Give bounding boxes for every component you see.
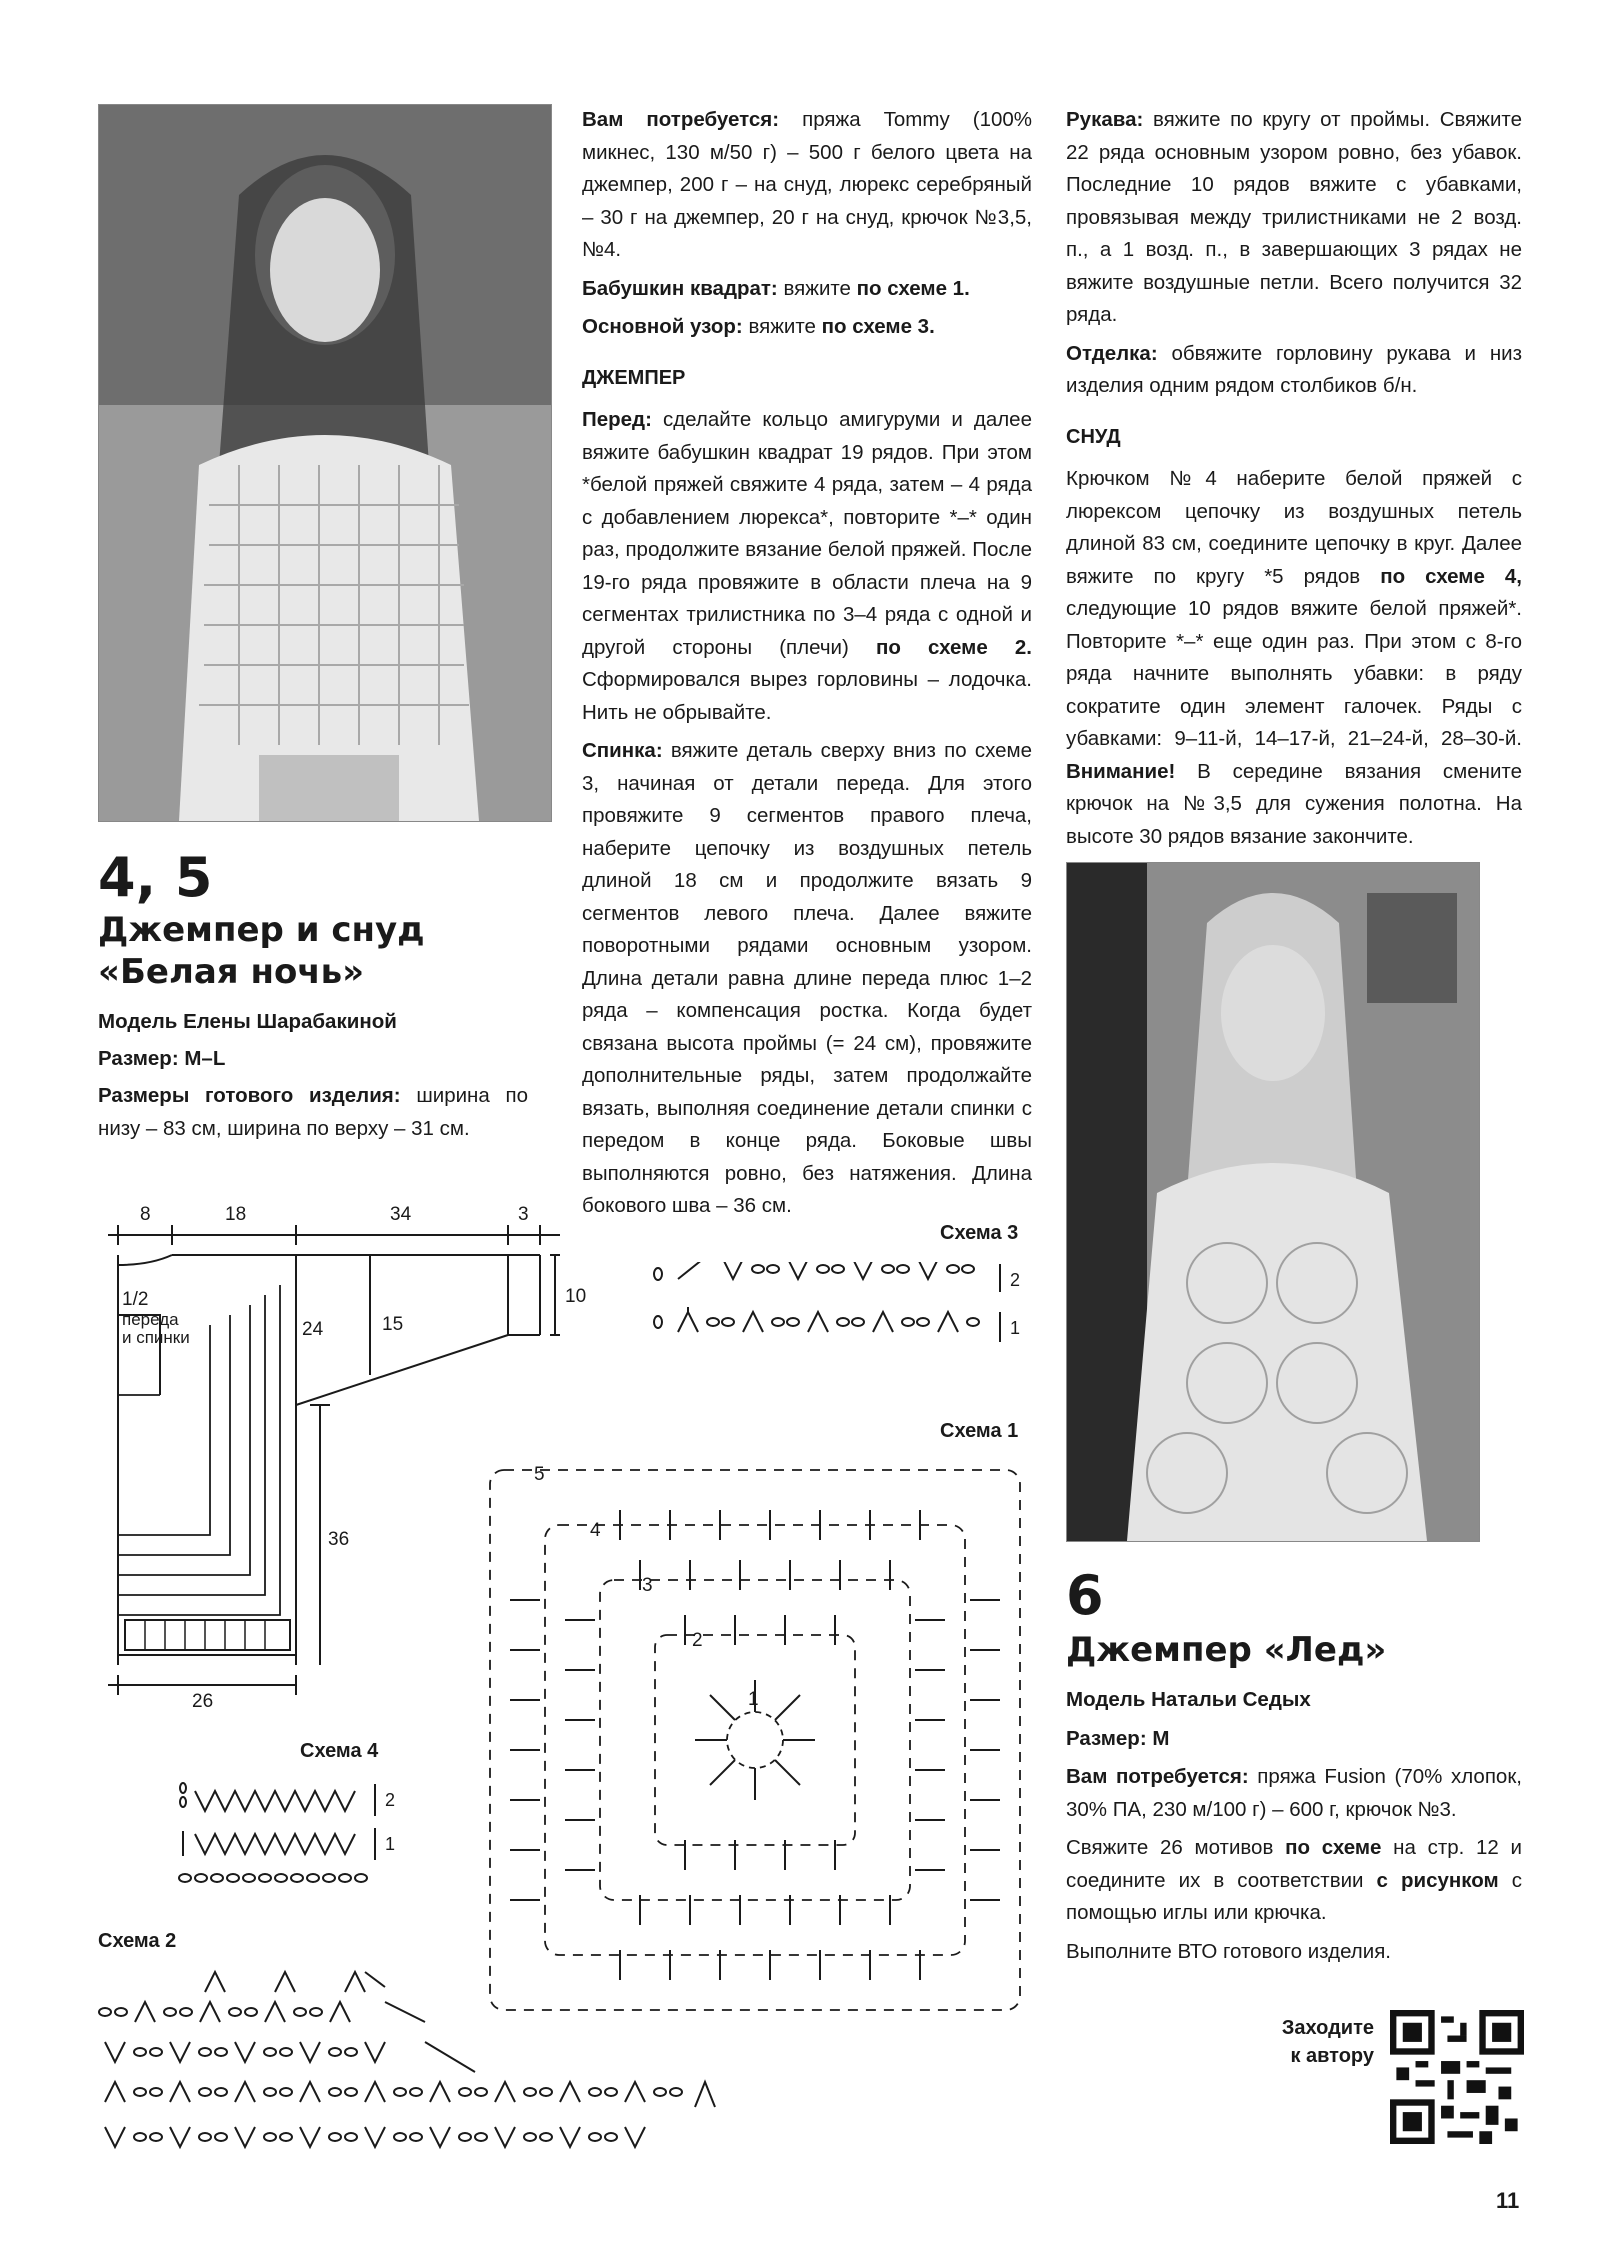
model-author: Модель Елены Шарабакиной bbox=[98, 1010, 397, 1033]
qr-label-line1: Заходите bbox=[1281, 2017, 1374, 2039]
granny-ref: по схеме 1. bbox=[856, 276, 970, 300]
model-dimensions bbox=[98, 1080, 528, 1145]
finish-label: Отделка: bbox=[1066, 341, 1158, 365]
dim-18: 18 bbox=[225, 1204, 247, 1225]
model-size bbox=[98, 1043, 225, 1076]
snood-text3: В середине вязания смените крючок на №3,5 для сужения полотна. На высоте 30 рядов вязание закончите. bbox=[1066, 759, 1522, 848]
dims-value: ширина по низу – 83 см, ширина по верху – 31 см. bbox=[98, 1084, 528, 1140]
granny-row3: 3 bbox=[642, 1575, 653, 1596]
model-title-line2: «Белая ночь» bbox=[98, 952, 365, 992]
jumper-heading: ДЖЕМПЕР bbox=[582, 366, 686, 389]
dim-8: 8 bbox=[140, 1204, 151, 1225]
model2-size-value: М bbox=[1152, 1726, 1170, 1750]
scheme1-diagram bbox=[470, 1450, 1040, 2030]
front-ref: по схеме 2. bbox=[875, 635, 1032, 659]
model-number: 4, 5 bbox=[98, 846, 213, 909]
scheme1-title: Схема 1 bbox=[940, 1420, 1019, 1442]
scheme2-title: Схема 2 bbox=[98, 1930, 177, 1952]
model2-needs-label: Вам потребуется: bbox=[1066, 1765, 1249, 1788]
model2-motifs-text3: с помощью иглы или крючка. bbox=[1066, 1868, 1523, 1924]
dim-3: 3 bbox=[518, 1204, 529, 1225]
qr-label bbox=[1268, 2014, 1374, 2070]
photo-model-white-night bbox=[98, 104, 552, 822]
qr-code[interactable] bbox=[1390, 2010, 1524, 2144]
main-ref: по схеме 3. bbox=[821, 315, 935, 338]
dims-label: Размеры готового изделия: bbox=[98, 1084, 401, 1107]
dim-15: 15 bbox=[382, 1314, 404, 1335]
half-label-1: 1/2 bbox=[122, 1289, 149, 1310]
model2-needs-value: пряжа Fusion (70% хлопок, 30% ПА, 230 м/100 г) – 600 г, крючок №3. bbox=[1066, 1765, 1522, 1821]
column-right bbox=[1066, 104, 1522, 859]
scheme3-title: Схема 3 bbox=[940, 1222, 1019, 1244]
scheme3-diagram bbox=[648, 1262, 1038, 1372]
front-text: сделайте кольцо амигуруми и далее вяжите бабушкин квадрат 19 рядов. При этом *белой пряжей свяжите 4 ряда, затем – 4 ряда с добавлением люрекса*, повторите *–* один раз, продолжите вязание белой пряжей. После 19-го ряда провяжите в области плеча на 9 сегментах трилистника по 3–4 ряда с одной и другой стороны (плечи) bbox=[582, 408, 1032, 659]
half-label-3: и спинки bbox=[122, 1328, 190, 1347]
scheme3-row2: 2 bbox=[1010, 1270, 1021, 1290]
scheme4-title: Схема 4 bbox=[300, 1740, 379, 1762]
model2-title: Джемпер «Лед» bbox=[1066, 1630, 1387, 1670]
sleeves-label: Рукава: bbox=[1066, 108, 1144, 131]
main-label: Основной узор: bbox=[582, 315, 743, 338]
dim-34: 34 bbox=[390, 1204, 412, 1225]
needs-value: пряжа Tommy (100% микнес, 130 м/50 г) – 500 г белого цвета на джемпер, 200 г – на снуд, люрекс серебряный – 30 г на джемпер, 20 г на снуд, крючок №3,5, №4. bbox=[582, 108, 1032, 261]
model2-number: 6 bbox=[1066, 1564, 1104, 1627]
back-text: вяжите деталь сверху вниз по схеме 3, начиная от детали переда. Для этого провяжите 9 сегментов правого плеча, наберите цепочку из воздушных петель длиной 18 см и продолжите вязать 9 сегментов левого плеча. Далее вяжите поворотными рядами основным узором. Длина детали равна длине переда плюс 1–2 ряда – компенсация ростка. Когда будет связана высота проймы (= 24 см), провяжите дополнительные ряды, затем продолжайте вязать, выполняя соединение детали спинки с передом в конце ряда. Боковые швы выполняются ровно, без натяжения. Длина бокового шва – 36 см. bbox=[582, 739, 1033, 1217]
scheme3-row1: 1 bbox=[1010, 1318, 1021, 1338]
scheme4-diagram bbox=[175, 1776, 415, 1896]
dim-36: 36 bbox=[328, 1529, 350, 1550]
dim-24: 24 bbox=[302, 1319, 324, 1340]
dim-10: 10 bbox=[565, 1286, 587, 1307]
main-value: вяжите bbox=[748, 315, 816, 338]
model2-motifs-text2: на стр. 12 и соедините их в соответствии bbox=[1066, 1836, 1522, 1892]
scheme2-diagram bbox=[95, 1962, 735, 2152]
model-title-line1: Джемпер и снуд bbox=[98, 910, 425, 950]
column-middle bbox=[582, 104, 1032, 1229]
granny-row2: 2 bbox=[692, 1630, 703, 1651]
model2-motifs-ref2: с рисунком bbox=[1376, 1868, 1499, 1892]
model2-size-label: Размер: bbox=[1066, 1726, 1147, 1750]
half-label-2: переда bbox=[122, 1310, 179, 1329]
scheme4-row2: 2 bbox=[385, 1790, 396, 1810]
dim-26: 26 bbox=[192, 1691, 214, 1712]
size-label: Размер: bbox=[98, 1047, 179, 1070]
front-text2: Сформировался вырез горловины – лодочка. Нить не обрывайте. bbox=[582, 668, 1032, 724]
granny-row5: 5 bbox=[534, 1464, 545, 1485]
sleeves-text: вяжите по кругу от проймы. Свяжите 22 ряда основным узором ровно, без убавок. Последние 10 рядов вяжите с убавками, провязывая между трилистниками не 2 возд. п., а 1 возд. п., в завершающих 3 рядах не вяжите воздушные петли. Всего получится 32 ряда. bbox=[1066, 108, 1522, 326]
granny-row1: 1 bbox=[748, 1689, 759, 1710]
granny-label: Бабушкин квадрат: bbox=[582, 276, 778, 300]
granny-value: вяжите bbox=[783, 276, 851, 300]
needs-label: Вам потребуется: bbox=[582, 108, 780, 131]
snood-ref: по схеме 4, bbox=[1380, 564, 1522, 588]
qr-label-line2: к автору bbox=[1290, 2045, 1374, 2067]
scheme4-row1: 1 bbox=[385, 1834, 396, 1854]
model2-motifs-ref: по схеме bbox=[1285, 1836, 1382, 1859]
snood-attention: Внимание! bbox=[1066, 759, 1176, 783]
model2-author: Модель Натальи Седых bbox=[1066, 1688, 1311, 1711]
back-label: Спинка: bbox=[582, 739, 663, 762]
snood-text1: Крючком №4 наберите белой пряжей с люрексом цепочку из воздушных петель длиной 83 см, соедините цепочку в круг. Далее вяжите по кругу *5 рядов bbox=[1066, 467, 1522, 588]
front-label: Перед: bbox=[582, 408, 652, 431]
granny-row4: 4 bbox=[590, 1520, 601, 1541]
page-number: 11 bbox=[1496, 2188, 1520, 2213]
model2-motifs-text1: Свяжите 26 мотивов bbox=[1066, 1836, 1274, 1859]
model2-details bbox=[1066, 1684, 1522, 1974]
model2-vto: Выполните ВТО готового изделия. bbox=[1066, 1939, 1392, 1963]
size-value: М–L bbox=[184, 1047, 226, 1070]
finish-text: обвяжите горловину рукава и низ изделия одним рядом столбиков б/н. bbox=[1066, 341, 1522, 397]
snood-heading: СНУД bbox=[1066, 425, 1121, 448]
photo-model-ice bbox=[1066, 862, 1480, 1542]
snood-text2: следующие 10 рядов вяжите белой пряжей*. Повторите *–* еще один раз. При этом с 8-го ряда начните выполнять убавки: в ряду сократите один элемент галочек. Ряды с убавками: 9–11-й, 14–17-й, 21–24-й, 28–30-й. bbox=[1066, 597, 1522, 750]
